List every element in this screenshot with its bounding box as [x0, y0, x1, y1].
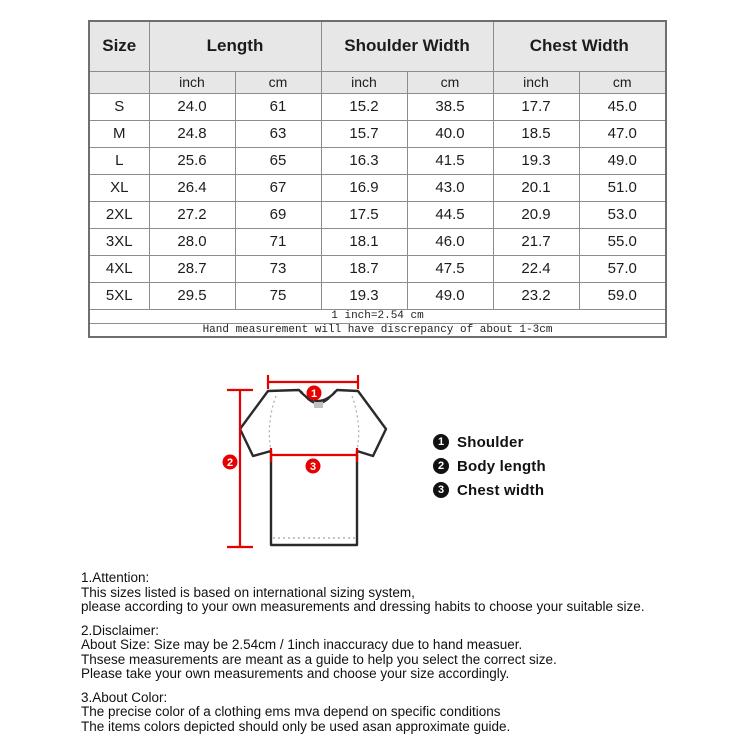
- unit-header: cm: [407, 71, 493, 93]
- legend-label: Chest width: [457, 481, 545, 499]
- measurement-cell: 18.1: [321, 228, 407, 255]
- marker-chest-width: [306, 459, 321, 474]
- marker-body-length: [223, 455, 238, 470]
- notes-block: [81, 571, 681, 743]
- measurement-cell: 24.8: [149, 120, 235, 147]
- size-cell: L: [89, 147, 149, 174]
- measurement-cell: 21.7: [493, 228, 579, 255]
- unit-header: cm: [235, 71, 321, 93]
- table-note: 1 inch=2.54 cm: [89, 309, 666, 323]
- text-section: [81, 691, 681, 735]
- measurement-cell: 28.7: [149, 255, 235, 282]
- measurement-cell: 44.5: [407, 201, 493, 228]
- column-header: Size: [89, 21, 149, 71]
- table-row: [89, 255, 666, 282]
- legend-item: [433, 434, 546, 450]
- svg-text:3: 3: [309, 461, 317, 473]
- measurement-cell: 55.0: [579, 228, 666, 255]
- measurement-cell: 63: [235, 120, 321, 147]
- tshirt-neck-label: [314, 402, 323, 408]
- section-line: About Size: Size may be 2.54cm / 1inch inaccuracy due to hand measuer.: [81, 637, 523, 652]
- table-note: Hand measurement will have discrepancy of about 1-3cm: [89, 323, 666, 337]
- legend-item: [433, 458, 546, 474]
- table-row: [89, 201, 666, 228]
- measurement-cell: 29.5: [149, 282, 235, 309]
- svg-text:1: 1: [310, 388, 318, 400]
- measurement-legend: [433, 434, 546, 498]
- measurement-cell: 61: [235, 93, 321, 120]
- table-row: [89, 147, 666, 174]
- legend-number-icon: 2: [433, 458, 449, 474]
- measurement-cell: 57.0: [579, 255, 666, 282]
- table-note-row: [89, 309, 666, 323]
- column-header: Shoulder Width: [321, 21, 493, 71]
- measurement-cell: 17.5: [321, 201, 407, 228]
- column-header: Chest Width: [493, 21, 666, 71]
- measurement-cell: 41.5: [407, 147, 493, 174]
- measurement-cell: 49.0: [579, 147, 666, 174]
- unit-header: inch: [321, 71, 407, 93]
- measurement-cell: 40.0: [407, 120, 493, 147]
- measurement-cell: 27.2: [149, 201, 235, 228]
- section-title: 3.About Color:: [81, 689, 168, 705]
- table-note-row: [89, 323, 666, 337]
- legend-item: [433, 482, 546, 498]
- measurement-cell: 53.0: [579, 201, 666, 228]
- unit-header: cm: [579, 71, 666, 93]
- section-line: This sizes listed is based on international sizing system,: [81, 584, 415, 600]
- measurement-cell: 71: [235, 228, 321, 255]
- marker-shoulder: [307, 386, 322, 401]
- measurement-cell: 43.0: [407, 174, 493, 201]
- measurement-cell: 15.2: [321, 93, 407, 120]
- size-cell: M: [89, 120, 149, 147]
- measurement-cell: 25.6: [149, 147, 235, 174]
- unit-header: inch: [149, 71, 235, 93]
- section-line: Please take your own measurements and choose your size accordingly.: [81, 666, 510, 681]
- section-line: please according to your own measurements and dressing habits to choose your suitable size.: [81, 599, 645, 614]
- section-title: 2.Disclaimer:: [81, 622, 160, 638]
- measurement-cell: 67: [235, 174, 321, 201]
- measurement-cell: 18.5: [493, 120, 579, 147]
- table-row: [89, 93, 666, 120]
- measurement-cell: 22.4: [493, 255, 579, 282]
- text-section: [81, 571, 681, 615]
- column-header: Length: [149, 21, 321, 71]
- measurement-cell: 51.0: [579, 174, 666, 201]
- measurement-cell: 45.0: [579, 93, 666, 120]
- measurement-cell: 38.5: [407, 93, 493, 120]
- measurement-cell: 26.4: [149, 174, 235, 201]
- measurement-cell: 17.7: [493, 93, 579, 120]
- legend-label: Body length: [457, 457, 546, 475]
- measurement-cell: 47.5: [407, 255, 493, 282]
- table-row: [89, 282, 666, 309]
- measurement-cell: 24.0: [149, 93, 235, 120]
- size-table-container: [88, 20, 667, 338]
- measurement-cell: 16.3: [321, 147, 407, 174]
- size-cell: XL: [89, 174, 149, 201]
- table-row: [89, 174, 666, 201]
- measurement-cell: 15.7: [321, 120, 407, 147]
- measurement-cell: 20.9: [493, 201, 579, 228]
- section-line: Thsese measurements are meant as a guide to help you select the correct size.: [81, 651, 557, 667]
- size-cell: 5XL: [89, 282, 149, 309]
- table-subheader-row: [89, 71, 666, 93]
- measurement-cell: 59.0: [579, 282, 666, 309]
- table-header-row: [89, 21, 666, 71]
- legend-number-icon: 1: [433, 434, 449, 450]
- legend-label: Shoulder: [457, 433, 524, 451]
- section-title: 1.Attention:: [81, 570, 150, 585]
- text-section: [81, 624, 681, 682]
- size-cell: 4XL: [89, 255, 149, 282]
- unit-header: inch: [493, 71, 579, 93]
- size-cell: 3XL: [89, 228, 149, 255]
- measurement-cell: 46.0: [407, 228, 493, 255]
- measurement-cell: 75: [235, 282, 321, 309]
- measurement-cell: 28.0: [149, 228, 235, 255]
- measurement-cell: 16.9: [321, 174, 407, 201]
- measurement-cell: 49.0: [407, 282, 493, 309]
- legend-number-icon: 3: [433, 482, 449, 498]
- section-line: The precise color of a clothing ems mva depend on specific conditions: [81, 704, 501, 719]
- table-row: [89, 120, 666, 147]
- measurement-cell: 73: [235, 255, 321, 282]
- table-row: [89, 228, 666, 255]
- svg-text:2: 2: [226, 457, 234, 469]
- measurement-cell: 69: [235, 201, 321, 228]
- measurement-cell: 19.3: [321, 282, 407, 309]
- section-line: The items colors depicted should only be used asan approximate guide.: [81, 718, 511, 734]
- size-cell: S: [89, 93, 149, 120]
- measurement-cell: 20.1: [493, 174, 579, 201]
- measurement-cell: 18.7: [321, 255, 407, 282]
- unit-header: [89, 71, 149, 93]
- measurement-cell: 19.3: [493, 147, 579, 174]
- measurement-cell: 23.2: [493, 282, 579, 309]
- measurement-cell: 47.0: [579, 120, 666, 147]
- measurement-cell: 65: [235, 147, 321, 174]
- size-table: [88, 20, 667, 338]
- size-cell: 2XL: [89, 201, 149, 228]
